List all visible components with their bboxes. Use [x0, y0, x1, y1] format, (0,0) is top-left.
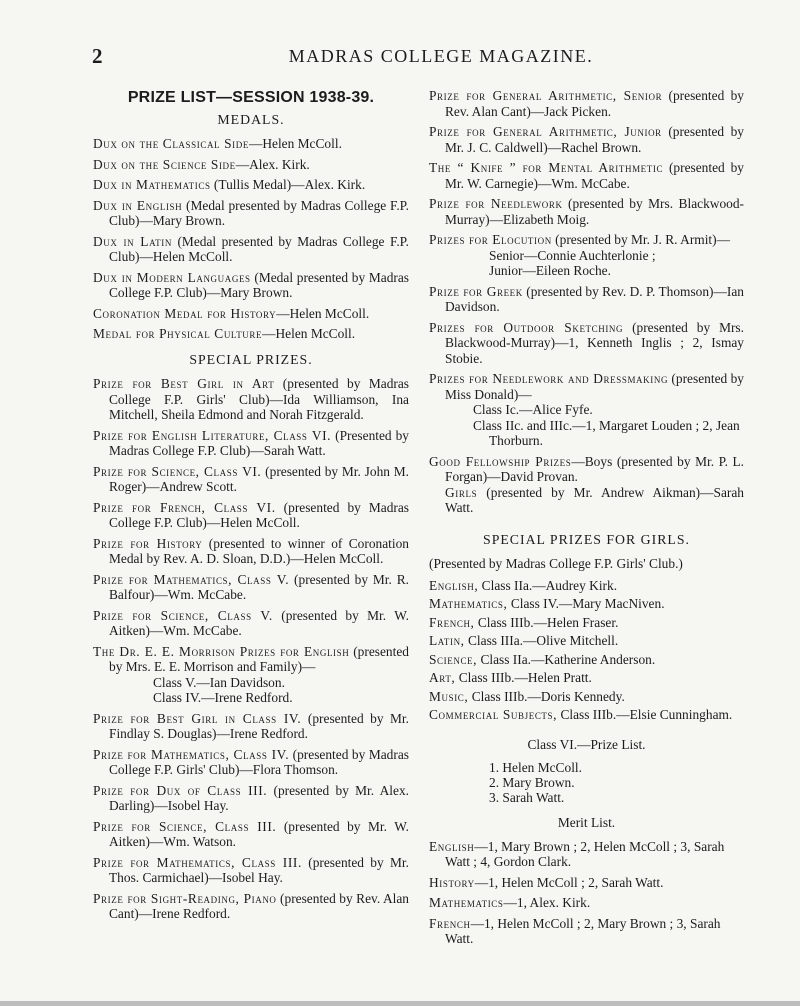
prize-entry — [93, 783, 409, 814]
page-number: 2 — [92, 44, 103, 68]
fellowship-entry — [429, 454, 744, 516]
entry-lead: Medal for Physical Culture — [93, 326, 263, 341]
prize-entry — [93, 270, 409, 301]
entry-text: (presented by Madras College F.P. Girls' Club)—Flora Thomson. — [109, 746, 409, 777]
prize-entry — [429, 578, 744, 594]
entry-text: —Boys (presented by Mr. P. L. Forgan)—David Provan. — [445, 453, 744, 484]
entry-lead: Science, — [429, 651, 478, 667]
entry-lead: Commercial Subjects, — [429, 707, 558, 722]
entry-lead: English, — [429, 577, 479, 593]
right-column — [429, 88, 744, 952]
prize-entry — [93, 326, 409, 342]
entry-text: —1, Helen McColl ; 2, Mary Brown ; 3, Sarah Watt. — [445, 915, 721, 946]
entry-text: (presented by Rev. Alan Cant)—Irene Redford. — [109, 890, 410, 921]
entry-text: —Helen McColl. — [262, 326, 356, 341]
prize-entry — [429, 670, 744, 686]
special-prizes-list-2 — [93, 711, 409, 922]
prize-entry — [93, 198, 409, 229]
elocution-line: Junior—Eileen Roche. — [489, 263, 611, 278]
entry-lead: Prize for Mathematics, Class IV. — [93, 746, 290, 762]
entry-text: (presented by Mr. W. Aitken)—Wm. Watson. — [109, 818, 409, 849]
entry-lead: Prizes for Outdoor Sketching — [429, 319, 624, 335]
entry-text: Class IIIb.—Elsie Cunningham. — [557, 707, 733, 722]
entry-text: (presented by Mr. John M. Roger)—Andrew Scott. — [109, 463, 409, 494]
prize-entry — [93, 136, 409, 152]
prize-entry — [429, 320, 744, 367]
entry-lead: The “ Knife ” for Mental Arithmetic — [429, 160, 664, 175]
entry-text: —Alex. Kirk. — [235, 156, 310, 172]
entry-text: Class IV.—Mary MacNiven. — [507, 596, 665, 611]
entry-lead: Art, — [429, 670, 456, 685]
class-vi-list — [429, 760, 744, 805]
entry-text: (presented by Mr. W. Aitken)—Wm. McCabe. — [109, 607, 409, 638]
entry-lead: Music, — [429, 688, 469, 704]
prize-entry — [93, 428, 409, 459]
prize-entry — [429, 652, 744, 668]
prize-entry — [429, 689, 744, 705]
prize-entry — [93, 234, 409, 265]
prizes-list-2 — [429, 284, 744, 367]
morrison-line: Class IV.—Irene Redford. — [153, 690, 293, 705]
entry-text: (presented to winner of Coronation Medal by Rev. A. D. Sloan, D.D.)—Helen McColl. — [109, 535, 410, 566]
class-vi-heading: Class VI.—Prize List. — [527, 736, 646, 752]
morrison-line: Class V.—Ian Davidson. — [153, 674, 285, 690]
entry-text: Class IIIb.—Helen Pratt. — [455, 670, 592, 685]
entry-text: Class IIa.—Katherine Anderson. — [477, 651, 656, 667]
entry-text: (Presented by Madras College F.P. Club)—Sarah Watt. — [109, 427, 409, 458]
entry-text: (presented by Miss Donald)— — [445, 371, 744, 402]
entry-text: Class IIIa.—Olive Mitchell. — [464, 633, 619, 648]
prize-list-title: PRIZE LIST—SESSION 1938-39. — [127, 89, 375, 106]
prize-entry — [429, 615, 744, 631]
prize-entry — [93, 891, 409, 922]
entry-text: (presented by Mrs. E. E. Morrison and Family)— — [109, 643, 409, 674]
prize-entry — [429, 160, 744, 191]
needlework-line: Class Ic.—Alice Fyfe. — [473, 402, 593, 417]
merit-list — [429, 839, 744, 947]
entry-text: (presented by Rev. Alan Cant)—Jack Picken. — [445, 88, 744, 119]
entry-text: (presented by Mr. J. R. Armit)— — [551, 232, 730, 247]
entry-text: (presented by Mrs. Blackwood-Murray)—Elizabeth Moig. — [445, 196, 744, 227]
entry-lead: Prize for Science, Class V. — [93, 607, 273, 623]
entry-lead: Prize for Mathematics, Class V. — [93, 571, 290, 587]
entry-lead: Dux in English — [93, 197, 183, 213]
entry-text: (presented by Madras College F.P. Club)—Helen McColl. — [109, 499, 409, 530]
prize-entry — [429, 707, 744, 723]
entry-lead: Dux in Mathematics — [93, 177, 211, 192]
entry-lead: Dux in Latin — [93, 233, 172, 249]
entry-text: (presented by Mr. Thos. Carmichael)—Isobel Hay. — [109, 854, 409, 885]
prize-entry — [93, 306, 409, 322]
entry-lead: Coronation Medal for History — [93, 305, 277, 321]
class-vi-item: 2. Mary Brown. — [489, 775, 575, 790]
prize-entry — [93, 177, 409, 193]
entry-lead: Prizes for Needlework and Dressmaking — [429, 371, 669, 386]
class-vi-item: 1. Helen McColl. — [489, 760, 582, 775]
special-prizes-list — [93, 376, 409, 639]
entry-text: (Medal presented by Madras College F.P. Club)—Helen McColl. — [109, 233, 409, 264]
entry-lead: Prize for Best Girl in Class IV. — [93, 710, 302, 726]
entry-lead: Prize for English Literature, Class VI. — [93, 427, 332, 443]
prize-entry — [429, 875, 744, 891]
prize-entry — [429, 895, 744, 911]
entry-text: (presented by Mr. Findlay S. Douglas)—Irene Redford. — [109, 710, 409, 741]
entry-text: Class IIa.—Audrey Kirk. — [478, 577, 618, 593]
page-header — [92, 44, 760, 74]
entry-text: (presented by Rev. D. P. Thomson)—Ian Davidson. — [445, 283, 744, 314]
elocution-line: Senior—Connie Auchterlonie ; — [489, 247, 656, 263]
entry-text: —Helen McColl. — [248, 136, 342, 151]
entry-text: —1, Helen McColl ; 2, Sarah Watt. — [474, 874, 664, 890]
entry-lead: Mathematics, — [429, 596, 508, 611]
entry-text: (presented by Mrs. Blackwood-Murray)—1, Kenneth Inglis ; 2, Ismay Stobie. — [445, 319, 744, 366]
page-edge — [0, 1001, 800, 1006]
girls-text: (presented by Mr. Andrew Aikman)—Sarah Watt. — [445, 484, 744, 515]
entry-lead: Dux on the Science Side — [93, 156, 236, 172]
prize-entry — [429, 284, 744, 315]
entry-lead: Latin, — [429, 633, 465, 648]
entry-lead: Prize for Needlework — [429, 196, 563, 211]
entry-text: (presented by Mr. J. C. Caldwell)—Rachel Brown. — [445, 124, 744, 155]
entry-lead: Prize for Greek — [429, 283, 523, 299]
prize-entry — [429, 633, 744, 649]
prize-entry — [93, 819, 409, 850]
medals-heading: MEDALS. — [217, 111, 285, 127]
girls-prizes-note: (Presented by Madras College F.P. Girls' Club.) — [429, 556, 683, 571]
girls-lead: Girls — [445, 484, 478, 500]
entry-text: (Medal presented by Madras College F.P. Club)—Mary Brown. — [109, 269, 410, 300]
entry-lead: Prize for Sight-Reading, Piano — [93, 890, 277, 906]
entry-lead: Prize for General Arithmetic, Junior — [429, 124, 662, 139]
entry-lead: Mathematics — [429, 895, 504, 910]
entry-lead: French, — [429, 614, 475, 630]
prize-entry — [93, 157, 409, 173]
entry-text: Class IIIb.—Helen Fraser. — [474, 614, 619, 630]
entry-lead: Dux on the Classical Side — [93, 136, 249, 151]
entry-lead: English — [429, 838, 475, 854]
left-column — [93, 88, 409, 927]
prize-entry — [429, 596, 744, 612]
entry-text: —1, Mary Brown ; 2, Helen McColl ; 3, Sarah Watt ; 4, Gordon Clark. — [445, 838, 725, 869]
entry-lead: Prize for Science, Class III. — [93, 818, 277, 834]
entry-lead: Prize for Science, Class VI. — [93, 463, 262, 479]
entry-lead: Prize for General Arithmetic, Senior — [429, 88, 663, 103]
prize-entry — [93, 536, 409, 567]
entry-lead: French — [429, 915, 471, 931]
entry-text: (Tullis Medal)—Alex. Kirk. — [210, 177, 366, 192]
entry-lead: History — [429, 874, 475, 890]
girls-prizes-list — [429, 578, 744, 723]
entry-text: (presented by Madras College F.P. Girls' Club)—Ida Williamson, Ina Mitchell, Sheila Edmond and Norah Fitzgerald. — [109, 376, 410, 422]
class-vi-item: 3. Sarah Watt. — [489, 790, 565, 805]
entry-text: (presented by Mr. R. Balfour)—Wm. McCabe. — [109, 571, 409, 602]
entry-text: —Helen McColl. — [276, 305, 370, 321]
entry-lead: Prize for Best Girl in Art — [93, 376, 275, 391]
prize-entry — [93, 711, 409, 742]
prize-entry — [93, 464, 409, 495]
needlework-line: Class IIc. and IIIc.—1, Margaret Louden ; 2, Jean Thorburn. — [473, 417, 740, 448]
entry-lead: Prize for Mathematics, Class III. — [93, 854, 302, 870]
entry-lead: Dux in Modern Languages — [93, 269, 251, 285]
entry-lead: Good Fellowship Prizes — [429, 453, 572, 469]
magazine-title: MADRAS COLLEGE MAGAZINE. — [288, 46, 594, 66]
entry-lead: Prizes for Elocution — [429, 232, 552, 247]
entry-lead: The Dr. E. E. Morrison Prizes for English — [93, 643, 350, 659]
prize-entry — [93, 747, 409, 778]
entry-text: (Medal presented by Madras College F.P. Club)—Mary Brown. — [109, 197, 409, 228]
elocution-entry — [429, 232, 744, 248]
prize-entry — [429, 124, 744, 155]
prize-entry — [429, 88, 744, 119]
needlework-entry — [429, 371, 744, 402]
girls-prizes-heading: SPECIAL PRIZES FOR GIRLS. — [483, 531, 690, 547]
entry-lead: Prize for History — [93, 535, 203, 551]
prize-entry — [429, 916, 744, 947]
entry-text: Class IIIb.—Doris Kennedy. — [468, 688, 625, 704]
prizes-list-1 — [429, 88, 744, 227]
special-prizes-heading: SPECIAL PRIZES. — [189, 351, 313, 367]
entry-text: (presented by Mr. Alex. Darling)—Isobel Hay. — [109, 782, 409, 813]
medals-list — [93, 136, 409, 342]
prize-entry — [93, 608, 409, 639]
morrison-prize-entry — [93, 644, 409, 675]
entry-lead: Prize for Dux of Class III. — [93, 782, 268, 798]
entry-lead: Prize for French, Class VI. — [93, 499, 276, 515]
prize-entry — [93, 500, 409, 531]
prize-entry — [429, 839, 744, 870]
entry-text: (presented by Mr. W. Carnegie)—Wm. McCabe. — [445, 160, 744, 191]
prize-entry — [93, 376, 409, 423]
prize-entry — [93, 572, 409, 603]
merit-heading: Merit List. — [557, 815, 616, 830]
prize-entry — [429, 196, 744, 227]
entry-text: —1, Alex. Kirk. — [503, 895, 591, 910]
prize-entry — [93, 855, 409, 886]
